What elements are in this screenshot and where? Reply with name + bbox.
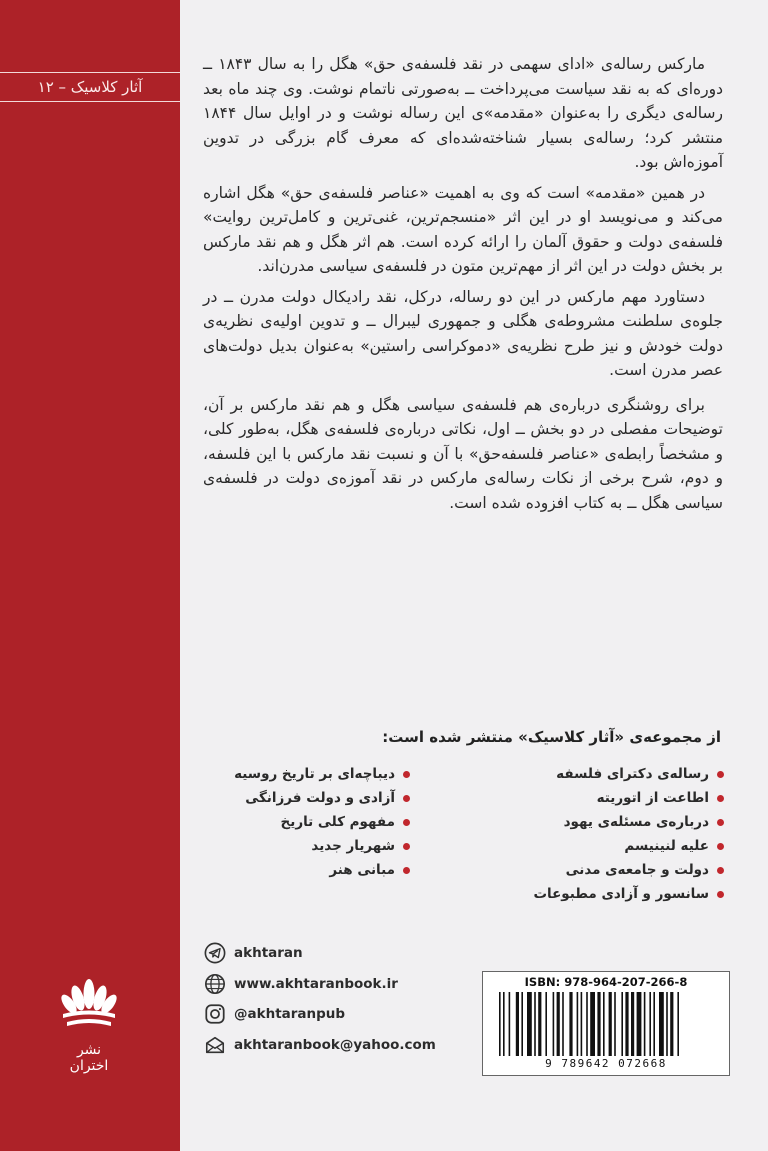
contact-website[interactable]	[204, 973, 504, 995]
barcode-bar	[521, 992, 523, 1056]
list-item: رساله‌ی دکترای فلسفه	[480, 762, 724, 786]
barcode-bar	[562, 992, 564, 1056]
contact-email[interactable]	[204, 1034, 504, 1056]
barcode-bar	[631, 992, 634, 1056]
barcode-bar	[516, 992, 519, 1056]
barcode-bars	[499, 992, 715, 1056]
barcode-bar	[653, 992, 655, 1056]
bullet-icon	[717, 891, 724, 898]
barcode-bar	[677, 992, 679, 1056]
publisher-block	[56, 976, 122, 1074]
barcode-bar	[545, 992, 547, 1056]
barcode-bar	[581, 992, 583, 1056]
barcode-bar	[625, 992, 628, 1056]
list-item: سانسور و آزادی مطبوعات	[480, 882, 724, 906]
list-item: آزادی و دولت فرزانگی	[250, 786, 410, 810]
book-list-left	[234, 762, 410, 882]
website-url: www.akhtaranbook.ir	[234, 975, 398, 992]
instagram-icon	[204, 1003, 226, 1025]
barcode-digits: 9 789642 072668	[545, 1057, 667, 1070]
barcode-bar	[670, 992, 673, 1056]
instagram-handle: @akhtaranpub	[234, 1006, 346, 1022]
email-address: akhtaranbook@yahoo.com	[234, 1036, 436, 1053]
isbn-text: ISBN: 978-964-207-266-8	[524, 975, 688, 989]
barcode-bar	[621, 992, 623, 1056]
bullet-icon	[717, 795, 724, 802]
bullet-icon	[403, 771, 410, 778]
barcode-bar	[509, 992, 511, 1056]
barcode-bar	[538, 992, 541, 1056]
barcode-bar	[569, 992, 572, 1056]
bullet-icon	[403, 819, 410, 826]
contact-instagram[interactable]	[204, 1003, 504, 1025]
barcode-bar	[609, 992, 612, 1056]
list-item: اطاعت از اتوریته	[480, 786, 724, 810]
books-heading: از مجموعه‌ی «آثار کلاسیک» منتشر شده است:	[382, 728, 721, 746]
barcode-bar	[597, 992, 600, 1056]
paragraph-2: در همین «مقدمه» است که وی به اهمیت «عناصر فلسفه‌ی حق» هگل اشاره می‌کند و می‌نویسد او در این اثر «منسجم‌ترین، غنی‌ترین و کامل‌ترین روایت» فلسفه‌ی دولت و حقوق آلمان را ارائه کرده است. هم اثر هگل و هم نقد مارکس بر بخش دولت در این اثر از مهم‌ترین متون در فلسفه‌ی سیاسی مدرن‌اند.	[203, 183, 723, 275]
barcode-bar	[659, 992, 664, 1056]
list-item: مفهوم کلی تاریخ	[250, 810, 410, 834]
bullet-icon	[403, 843, 410, 850]
publisher-name: نشر اختران	[69, 1042, 109, 1074]
list-item: مبانی هنر	[250, 858, 410, 882]
list-item: دیباچه‌ای بر تاریخ روسیه	[250, 762, 410, 786]
bullet-icon	[717, 867, 724, 874]
barcode-block	[482, 971, 730, 1076]
barcode-bar	[649, 992, 651, 1056]
barcode-bar	[614, 992, 616, 1056]
synopsis-text	[203, 52, 723, 521]
list-item: دولت و جامعه‌ی مدنی	[480, 858, 724, 882]
barcode-bar	[666, 992, 668, 1056]
list-item: علیه لنینیسم	[480, 834, 724, 858]
paragraph-4: برای روشنگری درباره‌ی هم فلسفه‌ی سیاسی هگل و هم نقد مارکس بر آن، توضیحات مفصلی در دو بخش ــ اول، نکاتی درباره‌ی فلسفه‌ی هگل، به‌طور کلی، و مشخصاً رابطه‌ی «عناصر فلسفه‌حق» با آن و نسبت نقد مارکس با این فلسفه، و دوم، شرح برخی از نکات رساله‌ی مارکس در نقد آموزه‌ی دولت در فلسفه‌ی سیاسی هگل ــ به کتاب افزوده شده است.	[203, 395, 723, 512]
barcode-bar	[527, 992, 532, 1056]
series-label: آثار کلاسیک – ۱۲	[0, 72, 180, 102]
barcode-bar	[586, 992, 588, 1056]
barcode-bar	[603, 992, 605, 1056]
paragraph-1: مارکس رساله‌ی «ادای سهمی در نقد فلسفه‌ی حق» هگل را به سال ۱۸۴۳ ــ دوره‌ای که به نقد سیاست می‌پرداخت ــ به‌صورتی ناتمام نوشت. وی چند ماه بعد رساله‌ی دیگری را به‌عنوان «مقدمه»ی این رساله نوشت و در اوایل سال ۱۸۴۴ منتشر کرد؛ رساله‌ی بسیار شناخته‌شده‌ای که معرف گام بزرگی در تدوین آموزه‌اش بود.	[203, 55, 723, 171]
list-item: درباره‌ی مسئله‌ی یهود	[480, 810, 724, 834]
barcode-bar	[557, 992, 560, 1056]
bullet-icon	[717, 819, 724, 826]
bullet-icon	[403, 867, 410, 874]
list-item: شهریار جدید	[250, 834, 410, 858]
paragraph-3: دستاورد مهم مارکس در این دو رساله، درکل، نقد رادیکال دولت مدرن ــ در جلوه‌ی سلطنت مشروطه‌ی هگلی و جمهوری لیبرال ــ و تدوین اولیه‌ی نظریه‌ی دولت خودش و نیز طرح نظریه‌ی «دموکراسی راستین» به‌عنوان بدیل دولت‌های عصر مدرن است.	[203, 287, 723, 379]
barcode-bar	[644, 992, 646, 1056]
telegram-icon	[204, 942, 226, 964]
publisher-logo-icon	[59, 976, 119, 1034]
bullet-icon	[717, 771, 724, 778]
barcode-bar	[499, 992, 501, 1056]
barcode-bar	[577, 992, 579, 1056]
barcode-bar	[534, 992, 536, 1056]
bullet-icon	[403, 795, 410, 802]
barcode-bar	[553, 992, 555, 1056]
book-list-right	[480, 762, 724, 906]
barcode-bar	[590, 992, 595, 1056]
barcode-bar	[637, 992, 642, 1056]
contact-telegram[interactable]	[204, 942, 504, 964]
contact-list	[204, 942, 504, 1064]
telegram-handle: akhtaran	[234, 945, 303, 961]
bullet-icon	[717, 843, 724, 850]
barcode-bar	[503, 992, 505, 1056]
email-icon	[204, 1034, 226, 1056]
globe-icon	[204, 973, 226, 995]
